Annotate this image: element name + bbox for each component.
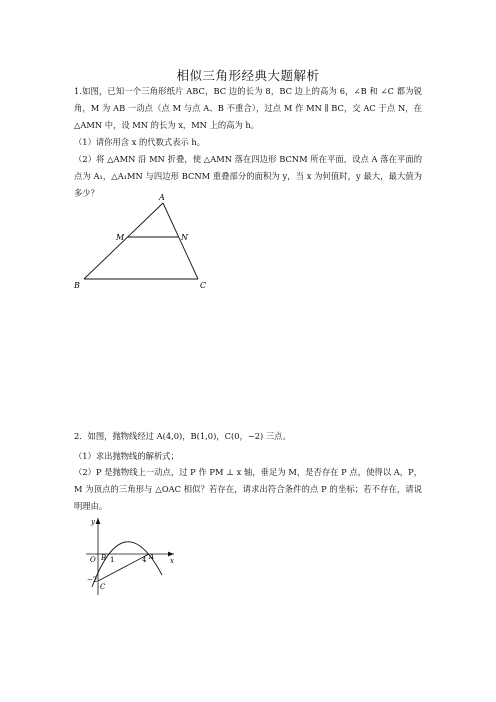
label-minus2: −2 bbox=[87, 576, 98, 584]
q1-part2: （2）将 △AMN 沿 MN 折叠，使 △AMN 落在四边形 BCNM 所在平面，设点 A 落在平面的点为 A₁，△A₁MN 与四边形 BCNM 重叠部分的面积为 y，当 x 为何值时，y 最大，最大值为多少？ bbox=[74, 154, 422, 198]
label-n: N bbox=[181, 233, 188, 242]
q1-triangle-figure bbox=[70, 190, 220, 300]
x-axis-arrow bbox=[168, 552, 174, 557]
q1-stem: 1.如图，已知一个三角形纸片 ABC，BC 边的长为 8，BC 边上的高为 6，∠B 和 ∠C 都为锐角，M 为 AB 一动点（点 M 与点 A、B 不重合），过点 M 作 MN ∥ BC，交 AC 于点 N，在 △AMN 中，设 MN 的长为 x，MN 上的高为 h。 bbox=[74, 86, 422, 130]
label-one: 1 bbox=[110, 556, 115, 564]
q1-part1: （1）请你用含 x 的代数式表示 h。 bbox=[74, 137, 206, 147]
label-c: C bbox=[200, 281, 207, 290]
label-x: x bbox=[170, 557, 174, 565]
q2-parabola-figure bbox=[82, 515, 186, 597]
label-o: O bbox=[90, 556, 96, 564]
q2-part1: （1）求出抛物线的解析式； bbox=[74, 451, 179, 461]
q2-part2: （2）P 是抛物线上一动点，过 P 作 PM ⊥ x 轴，垂足为 M，是否存在 P 点，使得以 A，P，M 为顶点的三角形与 △OAC 相似？若存在，请求出符合条件的点 P 的坐标；若不存在，请说明理由。 bbox=[74, 467, 422, 511]
label-b: B bbox=[101, 554, 107, 562]
page-title: 相似三角形经典大题解析 bbox=[176, 68, 320, 83]
q2-stem: 2．如图，抛物线经过 A(4,0)，B(1,0)，C(0，−2) 三点。 bbox=[74, 431, 291, 441]
parabola-curve bbox=[92, 542, 162, 587]
label-four: 4 bbox=[142, 556, 147, 564]
label-m: M bbox=[116, 233, 125, 242]
label-a: A bbox=[149, 553, 155, 561]
y-axis-arrow bbox=[96, 518, 101, 524]
label-y: y bbox=[91, 518, 95, 526]
label-b: B bbox=[74, 281, 80, 290]
label-a: A bbox=[159, 193, 165, 202]
label-c: C bbox=[100, 583, 106, 591]
